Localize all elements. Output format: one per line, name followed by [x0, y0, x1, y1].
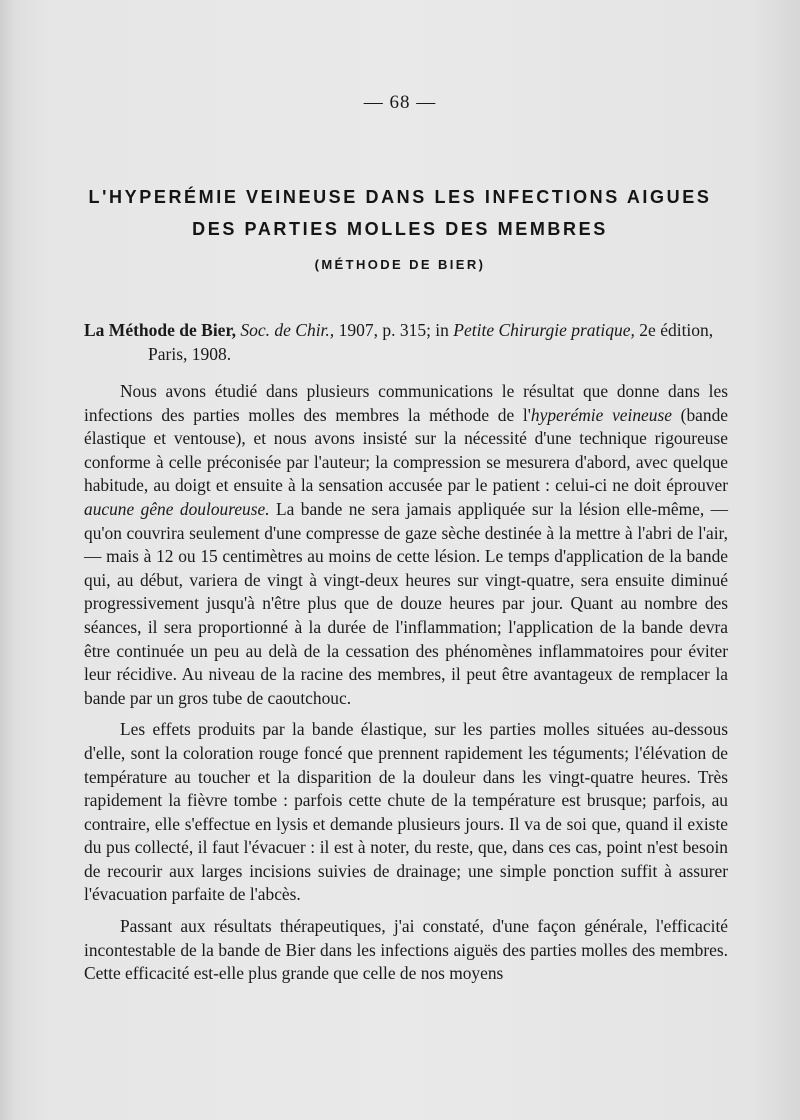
paragraph-1-part-c: (bande élastique et ventouse), et nous avons insisté sur la nécessité d'une technique rigoureuse conforme à celle préconisée par l'auteur; la compression se mesurera d'abord, avec quelque habitude, au doigt et ensuite à la sensation accusée par le patient : celui-ci ne doit éprouver — [84, 404, 728, 496]
reference-book: Petite Chirurgie pratique, — [453, 320, 635, 340]
title-line-1: L'HYPERÉMIE VEINEUSE DANS LES INFECTIONS AIGUES — [88, 187, 712, 207]
reference-label: La Méthode de Bier, — [84, 320, 236, 340]
paragraph-1-part-e: La bande ne sera jamais appliquée sur la lésion elle-même, — qu'on couvrira seulement d'une compresse de gaze sèche destinée à la mettre à l'abri de l'air, — mais à 12 ou 15 centimètres au moins de cette lésion. Le temps d'application de la bande qui, au début, variera de vingt à vingt-deux heures sur vingt-quatre, sera ensuite diminué progressivement jusqu'à n'être plus que de douze heures par jour. Quant au nombre des séances, il sera proportionné à la durée de l'inflammation; l'application de la bande devra être continuée un peu au delà de la cessation des phénomènes inflammatoires pour éviter leur récidive. Au niveau de la racine des membres, il peut être avantageux de remplacer la bande par un gros tube de caoutchouc. — [84, 498, 728, 708]
reference-details: 1907, p. 315; in — [338, 320, 449, 340]
emphasis-gene: aucune gêne douloureuse. — [84, 498, 270, 519]
subtitle: (MÉTHODE DE BIER) — [314, 257, 486, 272]
body-text — [84, 380, 728, 994]
page-number: — 68 — — [363, 92, 437, 113]
title-line-2: DES PARTIES MOLLES DES MEMBRES — [192, 219, 608, 239]
reference-place-year: Paris, 1908. — [148, 344, 232, 364]
paragraph-3: Passant aux résultats thérapeutiques, j'ai constaté, d'une façon générale, l'efficacité incontestable de la bande de Bier dans les infections aiguës des parties molles des membres. Cette efficacité est-elle plus grande que celle de nos moyens — [84, 916, 728, 984]
page-edge-shadow — [0, 0, 14, 1120]
paragraph-1-part-a: Nous avons étudié dans plusieurs communications le résultat que donne dans les infections des parties molles des membres la méthode de l' — [84, 381, 728, 425]
reference-journal: Soc. de Chir., — [240, 320, 335, 340]
bibliographic-reference — [84, 318, 724, 366]
reference-edition: 2e édition, — [639, 320, 714, 340]
emphasis-hyperemie: hyperémie veineuse — [530, 404, 672, 425]
reference-line-1 — [84, 318, 724, 342]
paragraph-2: Les effets produits par la bande élastique, sur les parties molles situées au-dessous d'elle, sont la coloration rouge foncé que prennent rapidement les téguments; l'élévation de température au toucher et la disparition de la douleur dans les vingt-quatre heures. Très rapidement la fièvre tombe : parfois cette chute de la température est brusque; parfois, au contraire, elle s'effectue en lysis et demande plusieurs jours. Il va de soi que, quand il existe du pus collecté, il faut l'évacuer : il est à noter, du reste, que, dans ces cas, point n'est besoin de recourir aux larges incisions suivies de drainage; une simple ponction suffit à assurer l'évacuation parfaite de l'abcès. — [84, 719, 728, 905]
paragraph-1 — [84, 380, 728, 710]
